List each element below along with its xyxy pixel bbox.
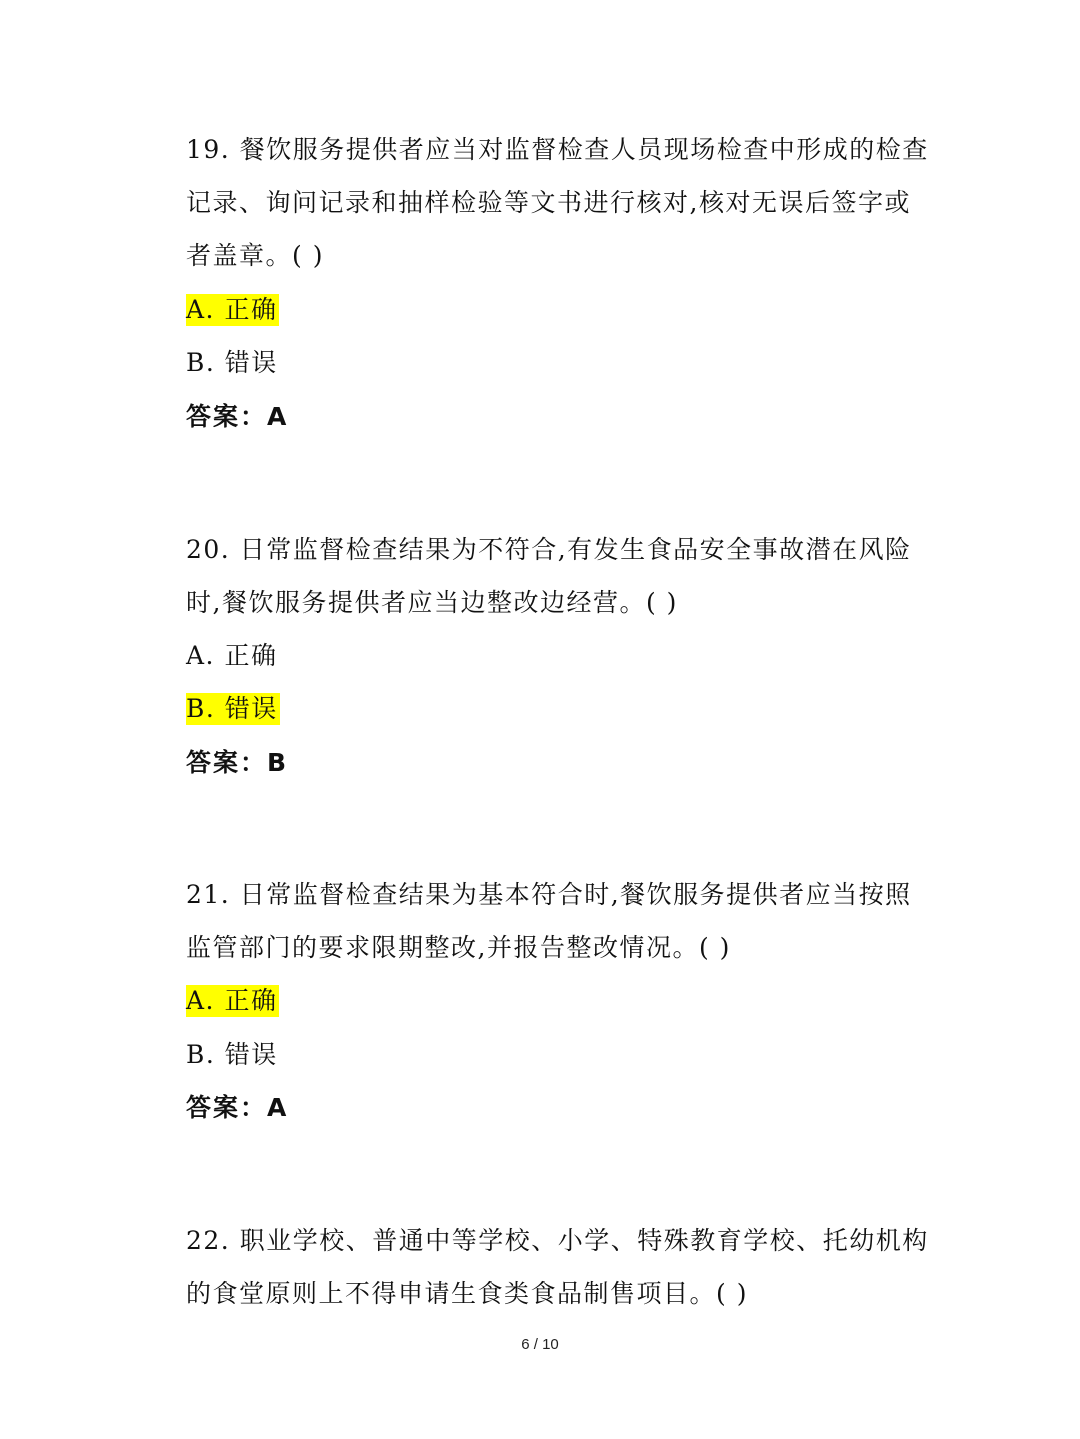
option-a-highlighted: A. 正确 — [186, 295, 278, 324]
option-a: A. 正确 — [186, 641, 278, 670]
question-text-line: 21. 日常监督检查结果为基本符合时,餐饮服务提供者应当按照 — [186, 880, 912, 909]
question-text-line: 22. 职业学校、普通中等学校、小学、特殊教育学校、托幼机构 — [186, 1226, 929, 1255]
question-text-line: 者盖章。( ) — [186, 241, 324, 270]
option-b-highlighted: B. 错误 — [186, 694, 278, 723]
answer-line: 答案：A — [186, 1093, 289, 1122]
question-text-line: 19. 餐饮服务提供者应当对监督检查人员现场检查中形成的检查 — [186, 135, 929, 164]
question-text-line: 监管部门的要求限期整改,并报告整改情况。( ) — [186, 933, 731, 962]
page-number: 6 / 10 — [521, 1336, 559, 1353]
option-b: B. 错误 — [186, 348, 278, 377]
option-a-highlighted: A. 正确 — [186, 986, 278, 1015]
question-text-line: 记录、询问记录和抽样检验等文书进行核对,核对无误后签字或 — [186, 188, 911, 217]
option-b: B. 错误 — [186, 1040, 278, 1069]
question-text-line: 20. 日常监督检查结果为不符合,有发生食品安全事故潜在风险 — [186, 535, 912, 564]
question-text-line: 的食堂原则上不得申请生食类食品制售项目。( ) — [186, 1279, 748, 1308]
answer-line: 答案：A — [186, 402, 289, 431]
answer-line: 答案：B — [186, 748, 289, 777]
question-text-line: 时,餐饮服务提供者应当边整改边经营。( ) — [186, 588, 678, 617]
